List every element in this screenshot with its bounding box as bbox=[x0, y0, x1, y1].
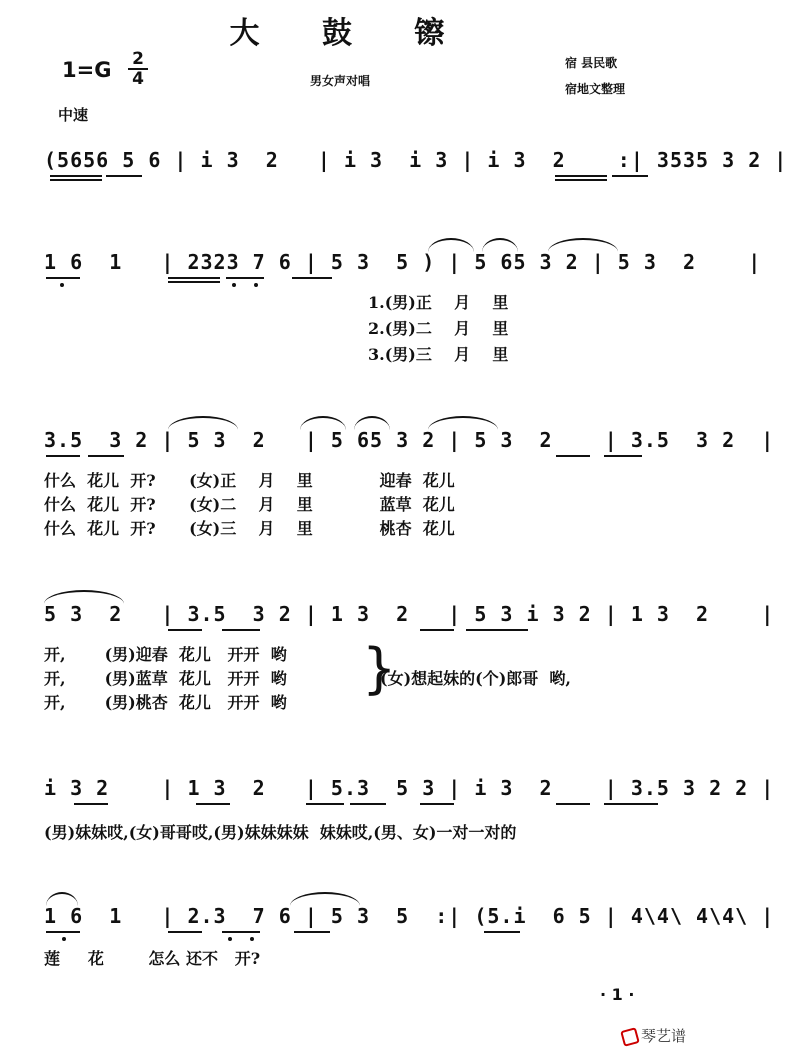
slur bbox=[428, 416, 498, 430]
lower-octave-dot bbox=[228, 937, 232, 941]
underline bbox=[420, 629, 454, 631]
underline bbox=[46, 277, 80, 279]
underline bbox=[420, 803, 454, 805]
lyric-refrain: (女)想起妹的(个)郎哥 哟, bbox=[380, 669, 571, 688]
underline bbox=[555, 179, 607, 181]
lower-octave-dot bbox=[250, 937, 254, 941]
lyric-verse-1: 开, (男)迎春 花儿 开开 哟 bbox=[44, 645, 287, 664]
underline bbox=[168, 629, 202, 631]
credit-arranger: 宿地文整理 bbox=[565, 82, 626, 96]
lyric-verse-2: 2.(男)二 月 里 bbox=[368, 319, 509, 338]
lyric-verse-3: 什么 花儿 开? (女)三 月 里 桃杏 花儿 bbox=[44, 519, 455, 538]
lyric-verse-2: 什么 花儿 开? (女)二 月 里 蓝草 花儿 bbox=[44, 495, 455, 514]
lower-octave-dot bbox=[60, 283, 64, 287]
slur bbox=[290, 892, 360, 906]
underline bbox=[168, 931, 202, 933]
site-logo bbox=[622, 1025, 686, 1046]
notation-line-6: 1 6 1 | 2.3 7 6 | 5 3 5 :| (5.i 6 5 | 4\4\ 4\4\ | bbox=[44, 904, 775, 928]
credit-source: 宿 县民歌 bbox=[565, 56, 618, 70]
underline bbox=[222, 931, 260, 933]
underline bbox=[50, 179, 102, 181]
key-signature: 1=G bbox=[62, 58, 112, 82]
lyric-verse-2: 开, (男)蓝草 花儿 开开 哟 bbox=[44, 669, 287, 688]
underline bbox=[222, 629, 260, 631]
slur bbox=[354, 416, 390, 430]
underline bbox=[604, 803, 658, 805]
tempo-marking: 中速 bbox=[58, 106, 89, 124]
notation-line-1: (5656 5 6 | i 3 2 | i 3 i 3 | i 3 2 :| 3535 3 2 | bbox=[44, 148, 787, 172]
page-number: · 1 · bbox=[600, 985, 635, 1004]
underline bbox=[46, 931, 80, 933]
underline bbox=[50, 175, 102, 177]
underline bbox=[604, 455, 642, 457]
notation-line-5: i 3 2 | 1 3 2 | 5.3 5 3 | i 3 2 | 3.5 3 2 2 | bbox=[44, 776, 775, 800]
underline bbox=[88, 455, 124, 457]
lyric-verse-1: 什么 花儿 开? (女)正 月 里 迎春 花儿 bbox=[44, 471, 455, 490]
underline bbox=[556, 803, 590, 805]
slur bbox=[44, 590, 124, 604]
slur bbox=[168, 416, 238, 430]
underline bbox=[226, 277, 264, 279]
underline bbox=[306, 803, 344, 805]
logo-icon bbox=[620, 1027, 640, 1047]
underline bbox=[294, 931, 330, 933]
notation-line-3: 3.5 3 2 | 5 3 2 | 5 65 3 2 | 5 3 2 | 3.5 3 2 | bbox=[44, 428, 775, 452]
time-signature bbox=[128, 50, 148, 88]
slur bbox=[548, 238, 618, 252]
lyric-line-6: 莲 花 怎么 还不 开? bbox=[44, 949, 261, 968]
performance-subtitle: 男女声对唱 bbox=[310, 74, 371, 88]
song-title: 大 鼓 镲 bbox=[229, 16, 471, 51]
notation-line-2: 1 6 1 | 2323 7 6 | 5 3 5 ) | 5 65 3 2 | 5 3 2 | bbox=[44, 250, 762, 274]
time-signature-top: 2 bbox=[132, 49, 144, 69]
lower-octave-dot bbox=[62, 937, 66, 941]
slur bbox=[46, 892, 78, 906]
lyric-line-5: (男)妹妹哎,(女)哥哥哎,(男)妹妹妹妹 妹妹哎,(男、女)一对一对的 bbox=[44, 823, 517, 842]
lower-octave-dot bbox=[232, 283, 236, 287]
underline bbox=[292, 277, 332, 279]
lower-octave-dot bbox=[254, 283, 258, 287]
underline bbox=[466, 629, 528, 631]
logo-text: 琴艺谱 bbox=[641, 1027, 687, 1045]
underline bbox=[612, 175, 648, 177]
slur bbox=[300, 416, 346, 430]
slur bbox=[482, 238, 518, 252]
lyric-verse-3: 3.(男)三 月 里 bbox=[368, 345, 509, 364]
underline bbox=[106, 175, 142, 177]
underline bbox=[556, 455, 590, 457]
underline bbox=[74, 803, 108, 805]
underline bbox=[555, 175, 607, 177]
underline bbox=[168, 281, 220, 283]
time-signature-bottom: 4 bbox=[128, 68, 148, 88]
lyric-verse-1: 1.(男)正 月 里 bbox=[368, 293, 509, 312]
verse-brace: } bbox=[362, 637, 397, 700]
underline bbox=[196, 803, 230, 805]
lyric-verse-3: 开, (男)桃杏 花儿 开开 哟 bbox=[44, 693, 287, 712]
underline bbox=[46, 455, 80, 457]
underline bbox=[350, 803, 386, 805]
notation-line-4: 5 3 2 | 3.5 3 2 | 1 3 2 | 5 3 i 3 2 | 1 3 2 | bbox=[44, 602, 775, 626]
slur bbox=[428, 238, 474, 252]
underline bbox=[168, 277, 220, 279]
underline bbox=[484, 931, 520, 933]
